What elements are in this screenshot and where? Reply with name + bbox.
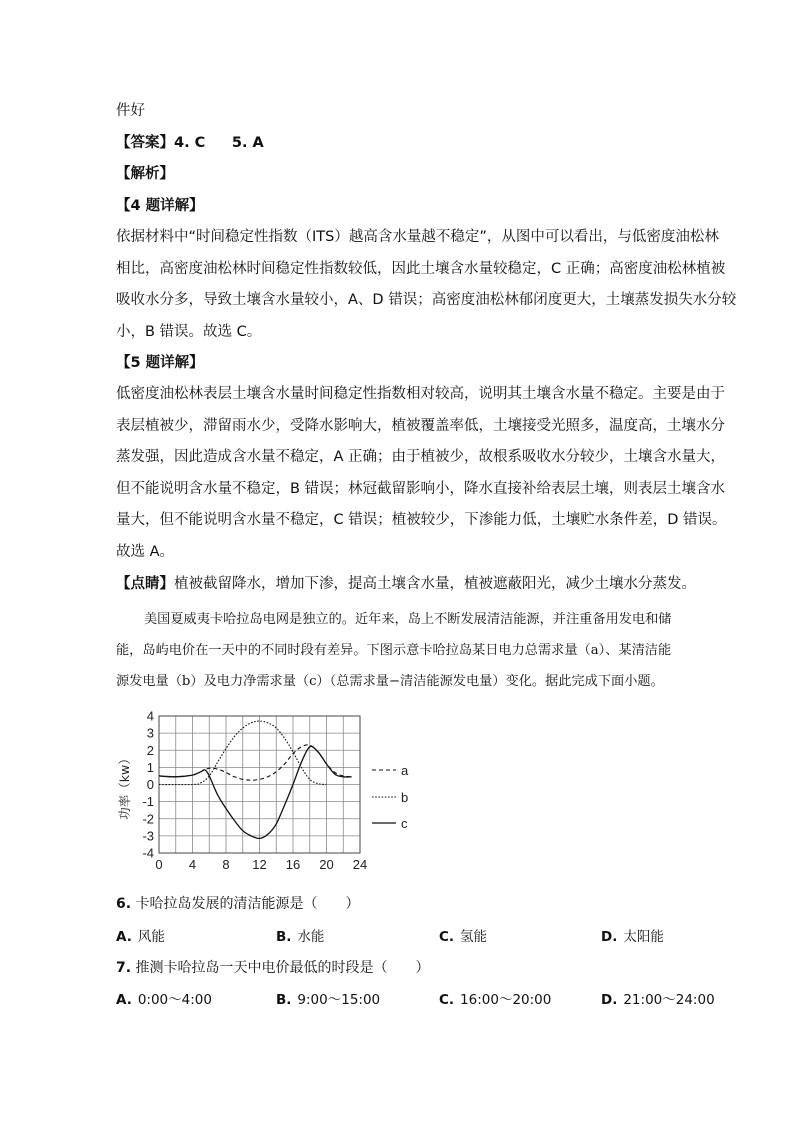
- option-7d[interactable]: [601, 988, 715, 1008]
- answer-q4: 4. C: [174, 135, 206, 151]
- key-point-label: 【点睛】: [116, 576, 174, 592]
- material-line: 能，岛屿电价在一天中的不同时段有差异。下图示意卡哈拉岛某日电力总需求量（a）、某清洁能: [116, 643, 672, 658]
- material-text: [116, 604, 708, 697]
- series-line-a: [159, 745, 352, 780]
- q5-detail-line: 故选 A。: [116, 543, 175, 560]
- x-tick-label: 8: [222, 857, 230, 872]
- q5-detail-line: 但不能说明含水量不稳定，B 错误；林冠截留影响小，降水直接补给表层土壤，则表层土壤含水: [116, 480, 726, 497]
- option-text: 16:00～20:00: [460, 992, 552, 1008]
- option-6d[interactable]: [601, 925, 664, 945]
- option-7a[interactable]: [116, 988, 212, 1008]
- option-key: B.: [276, 992, 292, 1008]
- series-line-b: [159, 721, 327, 785]
- question-text: 卡哈拉岛发展的清洁能源是（ ）: [135, 896, 360, 912]
- q5-detail-label: 【5 题详解】: [116, 355, 204, 371]
- option-text: 氢能: [460, 929, 488, 945]
- answer-label: 【答案】: [116, 135, 174, 151]
- option-key: C.: [439, 929, 455, 945]
- question-7: [116, 957, 430, 977]
- y-tick-label: 0: [146, 777, 154, 792]
- option-text: 水能: [297, 929, 325, 945]
- q5-detail-line: 表层植被少，滞留雨水少，受降水影响大，植被覆盖率低，土壤接受光照多，温度高，土壤水分: [116, 417, 725, 434]
- option-6c[interactable]: [439, 925, 487, 945]
- option-key: B.: [276, 929, 292, 945]
- question-6: [116, 893, 360, 913]
- x-tick-label: 4: [188, 857, 197, 872]
- option-key: C.: [439, 992, 455, 1008]
- question-number: 7.: [116, 960, 132, 976]
- legend-label-c: c: [401, 816, 408, 831]
- option-text: 9:00～15:00: [297, 992, 381, 1008]
- x-tick-label: 20: [319, 857, 334, 872]
- option-key: D.: [601, 992, 618, 1008]
- option-6a[interactable]: [116, 925, 165, 945]
- x-tick-label: 24: [352, 857, 368, 872]
- y-tick-label: -1: [142, 794, 154, 810]
- legend-label-a: a: [401, 763, 409, 778]
- option-text: 21:00～24:00: [623, 992, 715, 1008]
- option-key: D.: [601, 929, 618, 945]
- q4-detail-text: [116, 222, 737, 348]
- option-7b[interactable]: [276, 988, 380, 1008]
- intro-fragment: 件好: [116, 103, 145, 119]
- answer-line: [116, 133, 264, 153]
- y-tick-label: 2: [146, 742, 154, 758]
- y-tick-label: 1: [146, 759, 154, 775]
- y-tick-label: 4: [146, 708, 154, 724]
- q5-detail-line: 量大，但不能说明含水量不稳定，C 错误；植被较少，下渗能力低，土壤贮水条件差，D 错误。: [116, 512, 727, 528]
- option-7c[interactable]: [439, 988, 551, 1008]
- q4-detail-line: 相比，高密度油松林时间稳定性指数较低，因此土壤含水量较稳定，C 正确；高密度油松林植被: [116, 260, 726, 277]
- option-text: 0:00～4:00: [137, 992, 212, 1008]
- x-tick-label: 0: [155, 857, 163, 872]
- q4-detail-line: 吸收水分多，导致土壤含水量较小，A、D 错误；高密度油松林郁闭度更大，土壤蒸发损失水分较: [116, 292, 737, 308]
- material-line: 源发电量（b）及电力净需求量（c）（总需求量−清洁能源发电量）变化。据此完成下面小题。: [116, 674, 664, 689]
- option-6b[interactable]: [276, 925, 324, 945]
- q5-detail-text: [116, 379, 727, 568]
- q4-detail-line: 依据材料中“时间稳定性指数（ITS）越高含水量越不稳定”，从图中可以看出，与低密度油松林: [116, 229, 719, 245]
- x-tick-label: 16: [285, 857, 301, 872]
- material-line: 美国夏威夷卡哈拉岛电网是独立的。近年来，岛上不断发展清洁能源，并注重备用发电和储: [144, 612, 672, 627]
- q5-detail-line: 低密度油松林表层土壤含水量时间稳定性指数相对较高，说明其土壤含水量不稳定。主要是由于: [116, 386, 725, 402]
- y-tick-label: 3: [146, 725, 154, 741]
- question-number: 6.: [116, 896, 132, 912]
- key-point-text: 植被截留降水，增加下渗，提高土壤含水量，植被遮蔽阳光，减少土壤水分蒸发。: [174, 576, 696, 592]
- series-line-c: [159, 746, 352, 838]
- option-text: 太阳能: [623, 929, 664, 945]
- q4-detail-label: 【4 题详解】: [116, 198, 204, 214]
- plot-frame: [159, 716, 360, 853]
- question-text: 推测卡哈拉岛一天中电价最低的时段是（ ）: [135, 960, 430, 976]
- analysis-label: 【解析】: [116, 166, 174, 182]
- option-key: A.: [116, 992, 132, 1008]
- y-tick-label: -2: [142, 811, 154, 827]
- x-tick-label: 12: [252, 857, 267, 872]
- legend-label-b: b: [401, 790, 409, 805]
- key-point-line: [116, 574, 696, 594]
- answer-q5: 5. A: [231, 135, 264, 151]
- q4-detail-line: 小，B 错误。故选 C。: [116, 323, 262, 340]
- y-tick-label: -3: [142, 828, 154, 844]
- y-axis-label: 功率（kw）: [117, 752, 132, 820]
- y-tick-label: -4: [142, 845, 154, 861]
- option-text: 风能: [137, 929, 165, 945]
- q5-detail-line: 蒸发强，因此造成含水量不稳定，A 正确；由于植被少，故根系吸收水分较少，土壤含水量大，: [116, 449, 726, 465]
- option-key: A.: [116, 929, 132, 945]
